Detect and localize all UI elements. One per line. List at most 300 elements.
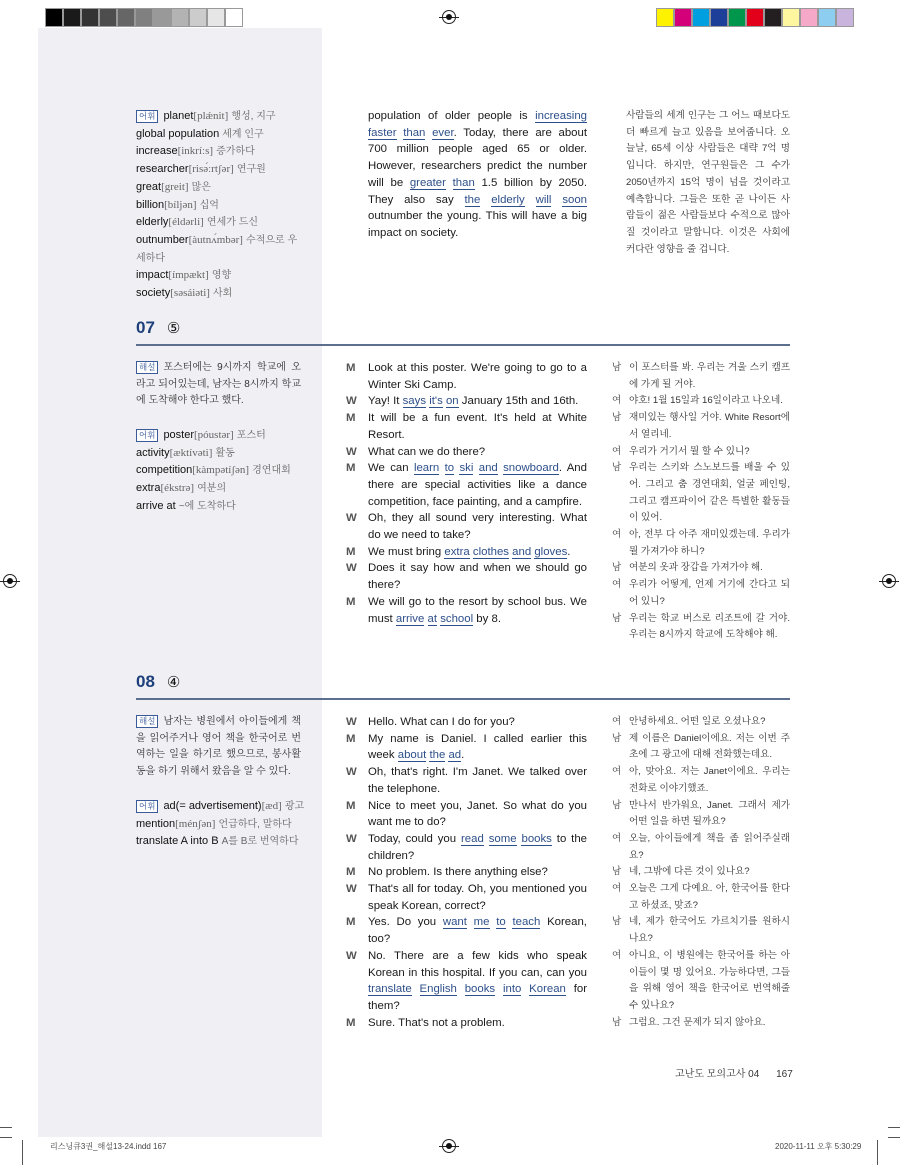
vocab-meaning: 사회 — [213, 288, 233, 300]
text-run: Nice to meet you, Janet. So what do you want me to do? — [368, 799, 587, 829]
vocab-word: impact — [136, 269, 169, 282]
speaker-label: M — [346, 866, 356, 879]
book-title: 고난도 모의고사 04 — [675, 1069, 760, 1080]
process-color-bar — [656, 8, 854, 27]
vocab-item — [136, 480, 306, 498]
vocab-word: elderly — [136, 216, 169, 229]
dialogue-english — [346, 714, 587, 1031]
text-run: Look at this poster. We're going to go to a Winter Ski Camp. — [368, 362, 587, 391]
speaker-label: W — [346, 949, 357, 962]
vocab-item — [136, 267, 306, 285]
vocab-meaning: 영향 — [211, 270, 232, 282]
translation-turn — [612, 831, 790, 864]
text-run: . — [461, 749, 465, 762]
speaker-label: W — [346, 883, 357, 896]
text-run: We can — [368, 462, 414, 475]
text-run: That's all for today. Oh, you mentioned you speak Korean, correct? — [368, 883, 587, 912]
speaker-label: 남 — [612, 732, 622, 744]
key-phrase-word: into — [502, 983, 522, 996]
crop-mark — [877, 1140, 878, 1165]
vocabulary-list — [136, 427, 306, 516]
speaker-label: W — [346, 766, 357, 779]
translation-turn — [612, 410, 790, 443]
vocab-phonetic: [risə́ːrtʃər] — [188, 163, 234, 176]
translation-turn — [612, 864, 790, 881]
speaker-label: 남 — [612, 799, 622, 811]
dialogue-turn — [346, 444, 587, 461]
answer-mark: ⑤ — [166, 320, 181, 337]
translation-text: 오늘, 아이들에게 책을 좀 읽어주실래요? — [629, 832, 790, 861]
dialogue-turn — [346, 393, 587, 410]
text-run: January 15th and 16th. — [458, 395, 579, 408]
text-run: We will go to the resort by school bus. We must — [368, 595, 587, 625]
dialogue-turn — [346, 714, 587, 731]
dialogue-korean — [612, 360, 790, 644]
dialogue-turn — [346, 764, 587, 797]
gray-color-bar — [45, 8, 243, 27]
vocab-item — [136, 427, 306, 445]
key-phrase-word: the — [429, 749, 446, 762]
vocab-meaning: 경연대회 — [252, 465, 291, 477]
vocab-item — [136, 179, 306, 197]
text-run: My name is Daniel. I called earlier this week — [368, 732, 587, 762]
page-number: 167 — [776, 1069, 793, 1080]
dialogue-text — [368, 360, 587, 393]
color-swatch — [153, 8, 171, 27]
translation-turn — [612, 881, 790, 914]
key-phrase-word: increasing — [535, 110, 587, 122]
speaker-label: 여 — [612, 579, 622, 591]
vocab-item — [136, 462, 306, 480]
speaker-label: W — [346, 445, 357, 458]
crop-mark — [888, 1127, 900, 1128]
registration-mark-icon — [882, 574, 896, 588]
speaker-label: M — [346, 362, 356, 374]
speaker-label: M — [346, 595, 356, 608]
dialogue-text — [368, 798, 587, 831]
color-swatch — [764, 8, 782, 27]
key-phrase-word: at — [427, 612, 438, 625]
vocab-word: ad(= advertisement) — [163, 800, 262, 812]
key-phrase-word: elderly — [491, 193, 525, 206]
speaker-label: M — [346, 545, 356, 558]
translation-turn — [612, 948, 790, 1015]
dialogue-english — [346, 360, 587, 627]
translation-text: 이 포스터를 봐. 우리는 겨울 스키 캠프에 가게 될 거야. — [629, 362, 790, 390]
crop-mark — [0, 1137, 12, 1138]
speaker-label: M — [346, 916, 356, 929]
crop-mark — [22, 1140, 23, 1165]
translation-text: 그럼요. 그건 문제가 되지 않아요. — [629, 1016, 766, 1028]
key-phrase-word: it's — [429, 395, 443, 408]
vocab-phonetic: [ménʃən] — [175, 817, 216, 830]
translation-text: 아, 전부 다 아주 재미있겠는데. 우리가 뭘 가져가야 하니? — [629, 529, 790, 557]
dialogue-text — [368, 714, 587, 731]
vocab-phonetic: [ímpækt] — [168, 269, 209, 282]
key-phrase-word: teach — [512, 916, 541, 929]
vocab-tag: 어휘 — [136, 110, 158, 123]
text-run: . — [567, 545, 571, 558]
vocab-meaning: 십억 — [199, 199, 219, 211]
crop-mark — [0, 1127, 12, 1128]
dialogue-text — [368, 410, 587, 443]
speaker-label: W — [346, 716, 357, 728]
dialogue-text — [368, 881, 587, 914]
question-number: 07 — [136, 318, 155, 337]
dialogue-turn — [346, 594, 587, 627]
vocab-item — [136, 232, 306, 267]
color-swatch — [63, 8, 81, 27]
vocab-item — [136, 798, 316, 816]
vocab-meaning: 증가하다 — [216, 146, 255, 158]
dialogue-text — [368, 444, 587, 461]
vocab-item — [136, 498, 306, 516]
text-run: Sure. That's not a problem. — [368, 1016, 505, 1029]
vocab-meaning: A를 B로 번역하다 — [221, 836, 299, 848]
vocab-phonetic: [ékstrə] — [160, 482, 195, 495]
key-phrase-word: Korean — [529, 983, 566, 996]
translation-text: 네, 그밖에 다른 것이 있나요? — [629, 866, 750, 878]
color-swatch — [189, 8, 207, 27]
speaker-label: 남 — [612, 612, 622, 624]
speaker-label: 남 — [612, 412, 622, 424]
dialogue-turn — [346, 881, 587, 914]
vocab-item — [136, 833, 316, 851]
explanation-tag: 해설 — [136, 715, 158, 728]
vocab-phonetic: [plǽnit] — [193, 110, 229, 122]
dialogue-text — [368, 510, 587, 543]
vocab-word: poster — [163, 429, 195, 441]
dialogue-turn — [346, 731, 587, 764]
color-swatch — [692, 8, 710, 27]
text-run: Does it say how and when we should go there? — [368, 562, 587, 592]
translation-text: 재미있는 행사일 거야. White Resort에서 열리네. — [629, 412, 790, 440]
dialogue-turn — [346, 1015, 587, 1032]
key-phrase-word: ski — [459, 462, 474, 475]
key-phrase-word: snowboard — [503, 462, 559, 475]
vocab-phonetic: [səsáiəti] — [170, 287, 210, 300]
text-run: Yay! It — [368, 395, 403, 408]
translation-turn — [612, 798, 790, 831]
speaker-label: 남 — [612, 562, 622, 574]
dialogue-korean — [612, 714, 790, 1031]
translation-turn — [612, 360, 790, 393]
key-phrase-word: greater — [409, 176, 446, 189]
color-swatch — [117, 8, 135, 27]
vocab-phonetic: [bíljən] — [164, 198, 197, 211]
vocab-word: researcher — [136, 163, 189, 176]
key-phrase-word: says — [402, 395, 427, 408]
translation-text: 만나서 반가워요, Janet. 그래서 제가 어떤 일을 하면 될까요? — [629, 799, 790, 828]
key-phrase-word: than — [403, 126, 426, 139]
text-run: 1.5 billion by 2050. They also say — [368, 176, 587, 206]
dialogue-text — [368, 393, 587, 410]
dialogue-text — [368, 764, 587, 797]
dialogue-turn — [346, 560, 587, 593]
dialogue-text — [368, 1015, 587, 1032]
vocab-phonetic: [inkríːs] — [177, 145, 214, 158]
question-heading — [136, 672, 180, 692]
translation-text: 제 이름은 Daniel이에요. 저는 이번 주 초에 그 광고에 대해 전화했는데요. — [629, 732, 790, 761]
key-phrase-word: extra — [444, 545, 470, 558]
text-run: It will be a fun event. It's held at White Resort. — [368, 412, 587, 441]
key-phrase-word: ever — [432, 126, 454, 139]
divider — [136, 698, 790, 700]
explanation-text: 남자는 병원에서 아이들에게 책을 읽어주거나 영어 책을 한국어로 번역하는 일을 하기로 했으므로, 봉사활동을 하기 위해서 왔음을 알 수 있다. — [136, 716, 301, 778]
vocab-phonetic: [àutnʌ́mbər] — [188, 233, 243, 246]
dialogue-turn — [346, 360, 587, 393]
translation-text: 여분의 옷과 장갑을 가져가야 해. — [629, 562, 763, 574]
text-run: . Today, there are about 700 million people aged 65 or older. However, researchers predict the number will be — [368, 126, 587, 189]
color-swatch — [171, 8, 189, 27]
speaker-label: 남 — [612, 362, 622, 373]
key-phrase-word: ad — [448, 749, 462, 762]
vocab-meaning: 연세가 드신 — [206, 217, 258, 229]
translation-text: 우리가 어떻게, 언제 거기에 간다고 되어 있니? — [629, 579, 790, 607]
key-phrase-word: school — [440, 612, 474, 625]
vocabulary-list — [136, 108, 306, 303]
text-run: Today, could you — [368, 832, 461, 845]
slug-filename: 리스닝큐3권_해설13-24.indd 167 — [50, 1142, 167, 1151]
vocab-phonetic: [greit] — [161, 180, 189, 193]
translation-turn — [612, 560, 790, 577]
color-swatch — [674, 8, 692, 27]
speaker-label: 남 — [612, 1016, 622, 1028]
color-swatch — [45, 8, 63, 27]
speaker-label: 여 — [612, 445, 622, 457]
text-run: Hello. What can I do for you? — [368, 716, 515, 728]
vocab-item — [136, 445, 306, 463]
color-swatch — [782, 8, 800, 27]
vocab-word: planet — [163, 110, 194, 122]
speaker-label: 여 — [612, 949, 622, 961]
color-swatch — [818, 8, 836, 27]
vocab-meaning: 행성, 지구 — [231, 111, 276, 122]
vocab-word: competition — [136, 464, 193, 477]
speaker-label: M — [346, 462, 356, 475]
text-run: for them? — [368, 983, 588, 1012]
dialogue-text — [368, 914, 587, 947]
dialogue-text — [368, 948, 587, 1015]
registration-mark-icon — [442, 10, 456, 24]
vocab-tag: 어휘 — [136, 429, 158, 442]
vocab-word: activity — [136, 446, 170, 459]
vocab-word: outnumber — [136, 233, 189, 246]
vocab-meaning: 많은 — [191, 181, 211, 193]
passage-korean: 사람들의 세계 인구는 그 어느 때보다도 더 빠르게 늘고 있음을 보여줍니다. 오늘날, 65세 이상 사람들은 대략 7억 명입니다. 하지만, 연구원들은 그 수가 2050년까지 15억 명이 넘을 것이라고 예측합니다. 그들은 또한 곧 나이든 사람들이 젊은 사람들보다 수적으로 많아질 것이라고 말합니다. 이것은 사회에 커다란 영향을 줄 겁니다. — [626, 110, 790, 255]
dialogue-text — [368, 864, 587, 881]
key-phrase-word: and — [512, 545, 532, 558]
speaker-label: 여 — [612, 883, 622, 895]
color-swatch — [746, 8, 764, 27]
vocab-phonetic: [éldərli] — [168, 216, 204, 229]
translation-text: 네, 제가 한국어도 가르치기를 원하시나요? — [629, 916, 790, 945]
dialogue-turn — [346, 831, 587, 864]
key-phrase-word: read — [461, 832, 484, 845]
vocab-meaning: 세계 인구 — [222, 128, 264, 140]
text-run: No problem. Is there anything else? — [368, 866, 548, 879]
dialogue-text — [368, 560, 587, 593]
translation-turn — [612, 1015, 790, 1032]
key-phrase-word: books — [521, 832, 552, 845]
translation-text: 안녕하세요. 어떤 일로 오셨나요? — [629, 716, 766, 727]
translation-turn — [612, 764, 790, 797]
dialogue-text — [368, 731, 587, 764]
translation-turn — [612, 527, 790, 560]
vocab-item — [136, 126, 306, 144]
vocab-tag: 어휘 — [136, 800, 158, 813]
vocab-phonetic: [æd] — [261, 800, 282, 812]
vocab-meaning: 연구원 — [236, 164, 266, 176]
vocab-meaning: 광고 — [284, 801, 305, 812]
translation-turn — [612, 714, 790, 731]
text-run: population of older people is — [368, 110, 536, 122]
dialogue-turn — [346, 798, 587, 831]
slug-timestamp: 2020-11-11 오후 5:30:29 — [775, 1142, 862, 1151]
registration-mark-icon — [3, 574, 17, 588]
key-phrase-word: will — [535, 193, 552, 206]
color-swatch — [207, 8, 225, 27]
translation-turn — [612, 914, 790, 947]
divider — [136, 344, 790, 346]
vocab-item — [136, 214, 306, 232]
vocab-item — [136, 108, 306, 126]
speaker-label: 여 — [612, 766, 622, 778]
speaker-label: M — [346, 799, 356, 812]
vocab-phonetic: [kàmpətíʃən] — [192, 464, 250, 477]
vocab-item — [136, 197, 306, 215]
dialogue-text — [368, 544, 587, 561]
translation-turn — [612, 393, 790, 410]
key-phrase-word: on — [445, 395, 459, 408]
key-phrase-word: gloves — [534, 545, 568, 558]
key-phrase-word: the — [464, 193, 481, 206]
page-footer — [675, 1065, 793, 1080]
vocab-word: increase — [136, 145, 178, 158]
key-phrase-word: me — [473, 916, 490, 929]
vocab-meaning: 수적으로 우세하다 — [136, 234, 298, 264]
vocab-word: billion — [136, 198, 165, 211]
dialogue-turn — [346, 864, 587, 881]
vocab-word: society — [136, 287, 171, 300]
vocab-word: arrive at — [136, 499, 176, 512]
key-phrase-word: than — [452, 176, 475, 189]
vocab-meaning: ~에 도착하다 — [178, 500, 236, 512]
vocab-word: global population — [136, 127, 220, 140]
vocab-meaning: 여분의 — [197, 483, 227, 495]
vocab-meaning: 포스터 — [236, 430, 266, 441]
speaker-label: W — [346, 512, 357, 525]
dialogue-text — [368, 831, 587, 864]
color-swatch — [135, 8, 153, 27]
answer-mark: ④ — [166, 674, 181, 691]
text-run: to the children? — [368, 832, 588, 862]
text-run: No. There are a few kids who speak Korean in this hospital. If you can, can you — [368, 949, 587, 979]
text-run: Korean, too? — [368, 916, 587, 946]
key-phrase-word: clothes — [472, 545, 509, 558]
speaker-label: M — [346, 732, 356, 745]
key-phrase-word: want — [442, 916, 467, 929]
translation-text: 아, 맞아요. 저는 Janet이에요. 우리는 전화로 이야기했죠. — [629, 766, 790, 794]
translation-turn — [612, 460, 790, 527]
text-run: Oh, that's right. I'm Janet. We talked over the telephone. — [368, 766, 587, 795]
text-run: . And there are special activities like a dance competition, face painting, and a campfire. — [368, 462, 587, 508]
key-phrase-word: English — [419, 983, 457, 996]
speaker-label: 여 — [612, 832, 622, 844]
key-phrase-word: learn — [413, 462, 440, 475]
key-phrase-word: faster — [368, 126, 397, 139]
key-phrase-word: to — [444, 462, 455, 475]
vocab-word: great — [136, 180, 162, 193]
speaker-label: W — [346, 395, 357, 408]
explanation — [136, 714, 301, 781]
dialogue-turn — [346, 544, 587, 561]
vocab-word: extra — [136, 482, 161, 495]
color-swatch — [836, 8, 854, 27]
text-run: What can we do there? — [368, 445, 486, 458]
speaker-label: W — [346, 832, 357, 845]
key-phrase-word: some — [488, 832, 517, 845]
key-phrase-word: arrive — [395, 612, 425, 625]
color-swatch — [728, 8, 746, 27]
translation-turn — [612, 444, 790, 461]
translation-text: 오늘은 그게 다예요. 아, 한국어를 한다고 하셨죠, 맞죠? — [629, 883, 790, 911]
key-phrase-word: about — [397, 749, 427, 762]
dialogue-turn — [346, 410, 587, 443]
translation-turn — [612, 577, 790, 610]
color-swatch — [710, 8, 728, 27]
speaker-label: M — [346, 412, 356, 425]
speaker-label: W — [346, 562, 357, 575]
vocab-phonetic: [æktívəti] — [169, 446, 213, 459]
translation-text: 우리는 스키와 스노보드를 배울 수 있어. 그리고 춤 경연대회, 얼굴 페인팅, 그리고 캠프파이어 같은 특별한 활동들이 있어. — [629, 462, 790, 524]
vocab-item — [136, 161, 306, 179]
translation-text: 아니요, 이 병원에는 한국어를 하는 아이들이 몇 명 있어요. 가능하다면, 그들을 위해 영어 책을 한국어로 번역해줄 수 있나요? — [629, 949, 790, 1011]
vocab-meaning: 언급하다, 말하다 — [218, 818, 292, 830]
crop-mark — [888, 1137, 900, 1138]
translation-turn — [612, 731, 790, 764]
vocab-phonetic: [póustər] — [194, 429, 234, 441]
dialogue-text — [368, 460, 587, 510]
vocab-word: translate A into B — [136, 835, 219, 848]
vocab-item — [136, 816, 316, 834]
translation-text: 야호! 1월 15일과 16일이라고 나오네. — [629, 395, 783, 407]
dialogue-turn — [346, 948, 587, 1015]
key-phrase-word: soon — [562, 193, 588, 206]
translation-text: 우리는 학교 버스로 리조트에 갈 거야. 우리는 8시까지 학교에 도착해야 해. — [629, 612, 790, 641]
speaker-label: M — [346, 1016, 356, 1029]
speaker-label: 여 — [612, 395, 622, 407]
explanation — [136, 360, 301, 410]
vocab-word: mention — [136, 817, 176, 830]
question-heading — [136, 318, 180, 338]
dialogue-turn — [346, 510, 587, 543]
text-run: by 8. — [473, 612, 501, 625]
text-run: outnumber the young. This will have a big impact on society. — [368, 210, 587, 239]
dialogue-text — [368, 594, 587, 627]
key-phrase-word: books — [464, 983, 496, 996]
color-swatch — [99, 8, 117, 27]
translation-turn — [612, 611, 790, 644]
speaker-label: 여 — [612, 716, 622, 727]
text-run: We must bring — [368, 545, 445, 558]
explanation-text: 포스터에는 9시까지 학교에 오라고 되어있는데, 남자는 8시까지 학교에 도착해야 한다고 했다. — [136, 362, 301, 407]
dialogue-turn — [346, 914, 587, 947]
key-phrase-word: translate — [368, 983, 412, 996]
color-swatch — [225, 8, 243, 27]
key-phrase-word: to — [496, 916, 506, 929]
speaker-label: 남 — [612, 462, 622, 474]
